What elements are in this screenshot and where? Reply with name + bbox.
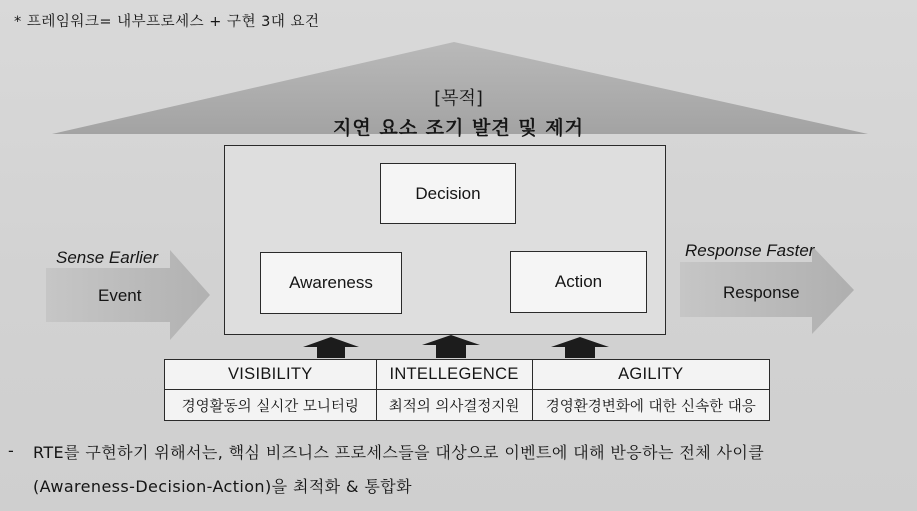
note-line-2: (Awareness-Decision-Action)을 최적화 & 통합화 bbox=[33, 477, 412, 496]
visibility-up-arrow bbox=[303, 337, 359, 358]
requirements-table bbox=[164, 359, 770, 421]
note-bullet: - bbox=[8, 441, 14, 460]
visibility-header: VISIBILITY bbox=[165, 360, 377, 390]
intellegence-header: INTELLEGENCE bbox=[376, 360, 532, 390]
goal-text: 지연 요소 조기 발견 및 제거 bbox=[333, 117, 584, 139]
note-line-1: RTE를 구현하기 위해서는, 핵심 비즈니스 프로세스들을 대상으로 이벤트에 대해 반응하는 전체 사이클 bbox=[33, 443, 765, 462]
sense-earlier-label: Sense Earlier bbox=[56, 248, 159, 267]
visibility-description: 경영활동의 실시간 모니터링 bbox=[165, 390, 377, 421]
intellegence-up-arrow bbox=[422, 335, 480, 358]
agility-up-arrow bbox=[551, 337, 609, 358]
agility-description: 경영환경변화에 대한 신속한 대응 bbox=[532, 390, 769, 421]
event-label: Event bbox=[98, 286, 142, 305]
decision-box: Decision bbox=[380, 163, 516, 224]
action-box: Action bbox=[510, 251, 647, 313]
awareness-box: Awareness bbox=[260, 252, 402, 314]
intellegence-description: 최적의 의사결정지원 bbox=[376, 390, 532, 421]
response-faster-label: Response Faster bbox=[685, 241, 815, 260]
agility-header: AGILITY bbox=[532, 360, 769, 390]
goal-label: [목적] bbox=[434, 88, 483, 109]
page-title: * 프레임워크= 내부프로세스 + 구현 3대 요건 bbox=[14, 14, 320, 30]
response-label: Response bbox=[723, 283, 800, 302]
